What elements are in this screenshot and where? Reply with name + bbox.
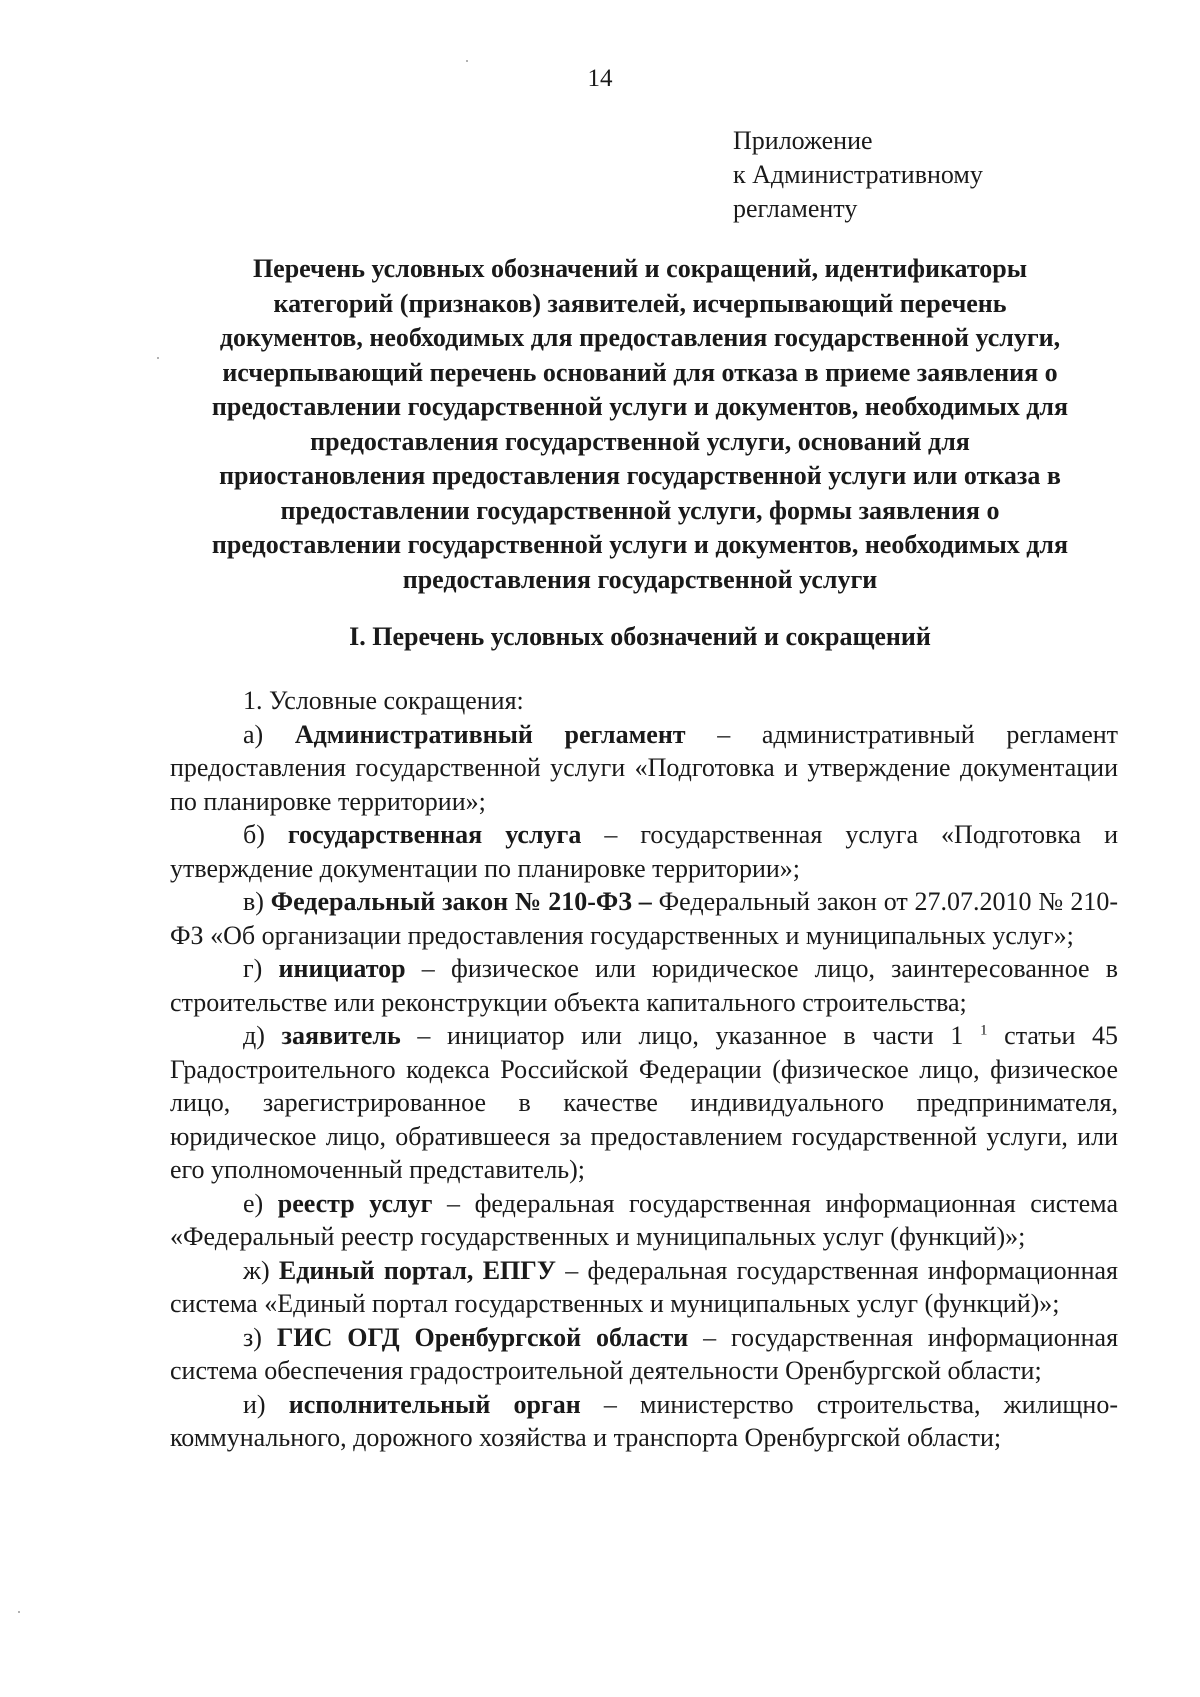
item-definition: – федеральная государственная информационная система «Федеральный реестр государственных и муниципальных услуг (функций)»; bbox=[170, 1188, 1118, 1251]
title-line: предоставления государственной услуги bbox=[402, 564, 878, 594]
title-line: предоставлении государственной услуги, формы заявления о bbox=[280, 495, 1000, 525]
item-definition: – административный регламент предоставления государственной услуги «Подготовка и утверждение документации по планировке территории»; bbox=[170, 719, 1119, 816]
item-term: ГИС ОГД Оренбургской области bbox=[276, 1322, 689, 1352]
definition-item bbox=[170, 885, 1118, 952]
appendix-line: к Административному bbox=[733, 160, 983, 189]
definition-item bbox=[170, 1254, 1118, 1321]
item-term: государственная услуга bbox=[287, 820, 582, 849]
scan-speck bbox=[466, 60, 468, 62]
item-term: инициатор bbox=[278, 954, 406, 983]
appendix-line: Приложение bbox=[733, 126, 873, 155]
definition-item bbox=[170, 818, 1118, 885]
title-line: приостановления предоставления государственной услуги или отказа в bbox=[219, 461, 1061, 490]
item-term: реестр услуг bbox=[277, 1188, 433, 1218]
item-marker: б) bbox=[243, 820, 265, 849]
footnote-superscript: 1 bbox=[980, 1022, 988, 1039]
item-definition: – министерство строительства, жилищно-коммунального, дорожного хозяйства и транспорта Оренбургской области; bbox=[170, 1389, 1118, 1452]
item-definition: – государственная услуга «Подготовка и утверждение документации по планировке территории»; bbox=[170, 820, 1119, 883]
item-definition: – федеральная государственная информационная система «Единый портал государственных и муниципальных услуг (функций)»; bbox=[170, 1255, 1118, 1318]
definition-item bbox=[170, 718, 1118, 819]
item-term: заявитель bbox=[281, 1021, 401, 1050]
definition-item bbox=[170, 952, 1118, 1019]
item-marker: е) bbox=[243, 1188, 264, 1218]
item-marker: г) bbox=[243, 954, 263, 983]
item-term: Административный регламент bbox=[294, 719, 686, 749]
appendix-note bbox=[733, 124, 983, 226]
item-marker: и) bbox=[243, 1389, 266, 1419]
definition-item bbox=[170, 1321, 1118, 1388]
definition-item bbox=[170, 1187, 1118, 1254]
item-definition: статьи 45 Градостроительного кодекса Российской Федерации (физическое лицо, физическое лицо, зарегистрированное в качестве индивидуального предпринимателя, юридическое лицо, обратившееся за предоставлением государственной услуги, или его уполномоченный представитель); bbox=[170, 1021, 1119, 1184]
item-marker: з) bbox=[243, 1322, 262, 1352]
item-term: исполнительный орган bbox=[288, 1389, 581, 1419]
title-line: документов, необходимых для предоставления государственной услуги, bbox=[219, 323, 1061, 352]
item-marker: в) bbox=[243, 887, 264, 916]
scan-speck bbox=[18, 1611, 20, 1613]
list-lead: 1. Условные сокращения: bbox=[243, 686, 524, 715]
title-line: предоставлении государственной услуги и документов, необходимых для bbox=[211, 392, 1069, 421]
item-definition: – государственная информационная система обеспечения градостроительной деятельности Оренбургской области; bbox=[170, 1322, 1119, 1385]
definitions-list bbox=[170, 684, 1118, 1455]
item-term: Единый портал, ЕПГУ bbox=[278, 1255, 556, 1285]
appendix-line: регламенту bbox=[733, 194, 858, 223]
scan-speck bbox=[157, 357, 159, 359]
title-line: предоставления государственной услуги, оснований для bbox=[310, 426, 970, 456]
item-marker: а) bbox=[243, 719, 264, 749]
item-definition: – инициатор или лицо, указанное в части 1 bbox=[417, 1021, 964, 1050]
title-line: исчерпывающий перечень оснований для отказа в приеме заявления о bbox=[222, 357, 1058, 387]
title-line: предоставлении государственной услуги и документов, необходимых для bbox=[211, 530, 1069, 559]
definition-item bbox=[170, 1019, 1118, 1187]
item-marker: ж) bbox=[243, 1255, 270, 1285]
title-line: категорий (признаков) заявителей, исчерпывающий перечень bbox=[273, 288, 1007, 318]
item-definition: Федеральный закон от 27.07.2010 № 210-ФЗ «Об организации предоставления государственных и муниципальных услуг»; bbox=[170, 887, 1118, 950]
document-title bbox=[160, 252, 1120, 597]
page-number: 14 bbox=[587, 65, 613, 92]
item-marker: д) bbox=[243, 1021, 265, 1050]
item-term: Федеральный закон № 210-ФЗ – bbox=[270, 887, 652, 916]
title-line: Перечень условных обозначений и сокращений, идентификаторы bbox=[252, 254, 1028, 283]
item-definition: – физическое или юридическое лицо, заинтересованное в строительстве или реконструкции объекта капитального строительства; bbox=[170, 954, 1118, 1017]
section-heading: I. Перечень условных обозначений и сокращений bbox=[349, 622, 931, 651]
definition-item bbox=[170, 1388, 1118, 1455]
